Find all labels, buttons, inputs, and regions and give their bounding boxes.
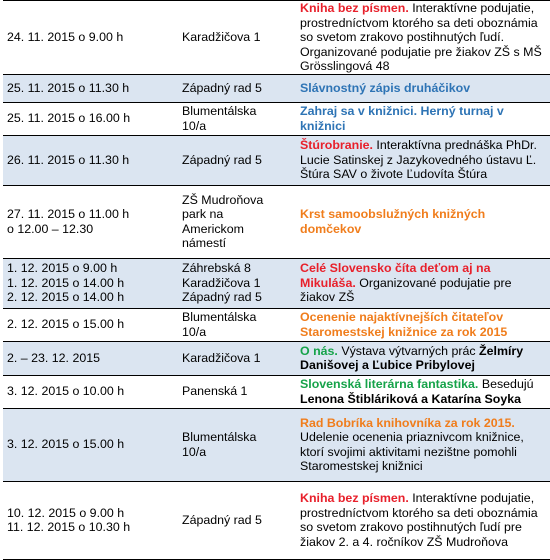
event-description-cell bbox=[296, 185, 550, 258]
event-description-line bbox=[300, 310, 550, 325]
event-title: Kniha bez písmen. bbox=[300, 491, 409, 505]
event-description-line bbox=[300, 119, 550, 134]
event-place: park na bbox=[182, 207, 224, 221]
event-description-cell bbox=[296, 258, 550, 308]
event-place: Západný rad 5 bbox=[182, 512, 262, 527]
event-place: Karadžičova 1 bbox=[182, 275, 261, 290]
event-row bbox=[3, 375, 550, 408]
event-description-text: Organizované podujatie pre žiakov ZŠ s MŠ bbox=[300, 44, 542, 59]
event-date: 11. 12. 2015 o 10.30 h bbox=[7, 520, 131, 534]
event-title: Zahraj sa v knižnici. Herný turnaj v bbox=[300, 104, 504, 118]
event-date: 2. 12. 2015 o 14.00 h bbox=[7, 290, 125, 305]
event-date: 25. 11. 2015 o 16.00 h bbox=[7, 111, 131, 126]
event-place: Blumentálska bbox=[182, 430, 257, 444]
event-title: Celé Slovensko číta deťom aj na bbox=[300, 261, 491, 276]
event-row bbox=[3, 341, 550, 375]
event-date-cell bbox=[3, 1, 178, 75]
event-description-text: Interaktívna prednáška PhDr. bbox=[372, 138, 537, 153]
event-place: Americkom bbox=[182, 221, 244, 236]
event-description-line bbox=[300, 535, 550, 550]
event-place: Blumentálska bbox=[182, 310, 257, 324]
event-description-cell bbox=[296, 481, 550, 559]
event-description-line bbox=[300, 491, 550, 506]
event-date-cell bbox=[3, 185, 178, 258]
event-description-line bbox=[300, 358, 550, 373]
event-place-cell bbox=[178, 102, 296, 135]
event-description-cell bbox=[296, 102, 550, 135]
event-date: 3. 12. 2015 o 15.00 h bbox=[7, 437, 125, 452]
event-title: Krst samoobslužných knižných bbox=[300, 207, 486, 221]
event-description-line bbox=[300, 276, 550, 291]
event-date-cell bbox=[3, 375, 178, 408]
event-description-cell bbox=[296, 375, 550, 408]
event-date-cell bbox=[3, 308, 178, 341]
event-description-text: žiakov ZŠ bbox=[300, 290, 355, 305]
event-description-cell bbox=[296, 308, 550, 341]
event-place: 10/a bbox=[182, 118, 207, 133]
event-date-cell bbox=[3, 408, 178, 481]
event-title: Želmíry bbox=[479, 343, 524, 358]
event-description-line bbox=[300, 290, 550, 305]
event-description-line bbox=[300, 344, 550, 359]
event-description-text: Výstava výtvarných prác bbox=[337, 343, 480, 358]
event-place: Karadžičova 1 bbox=[182, 350, 261, 365]
event-description-line bbox=[300, 45, 550, 60]
event-title: Lenona Štibláriková a Katarína Soyka bbox=[300, 391, 522, 406]
event-description-line bbox=[300, 520, 550, 535]
event-place-cell bbox=[178, 185, 296, 258]
event-description-line bbox=[300, 416, 550, 431]
event-description-text: Interaktívne podujatie, bbox=[408, 1, 535, 15]
event-place: Západný rad 5 bbox=[182, 80, 262, 95]
event-description-line bbox=[300, 325, 550, 340]
event-date-cell bbox=[3, 341, 178, 375]
event-description-text: so svetom zrakovo postihnutých ľudí pre bbox=[300, 520, 522, 534]
event-place-cell bbox=[178, 1, 296, 75]
event-description-line bbox=[300, 104, 550, 119]
event-description-line bbox=[300, 81, 550, 96]
event-description-line bbox=[300, 1, 550, 16]
event-title: Slávnostný zápis druháčikov bbox=[300, 80, 471, 95]
event-place: Záhrebská 8 bbox=[182, 261, 251, 276]
event-place-cell bbox=[178, 308, 296, 341]
event-description-cell bbox=[296, 74, 550, 102]
event-date: 2. 12. 2015 o 15.00 h bbox=[7, 317, 125, 332]
event-description-line bbox=[300, 445, 550, 460]
event-place: Karadžičova 1 bbox=[182, 30, 261, 44]
event-description-line bbox=[300, 222, 550, 237]
event-date: 1. 12. 2015 o 14.00 h bbox=[7, 275, 125, 290]
event-place-cell bbox=[178, 341, 296, 375]
event-title: Danišovej a Ľubice Pribylovej bbox=[300, 358, 475, 372]
event-place: Západný rad 5 bbox=[182, 152, 262, 167]
event-title: domčekov bbox=[300, 221, 362, 236]
event-date: 1. 12. 2015 o 9.00 h bbox=[7, 261, 118, 276]
event-description-line bbox=[300, 30, 550, 45]
event-place: 10/a bbox=[182, 444, 207, 459]
event-row bbox=[3, 308, 550, 341]
event-date-cell bbox=[3, 258, 178, 308]
event-title: O nás. bbox=[300, 343, 338, 358]
event-title: Ocenenie najaktívnejších čitateľov bbox=[300, 310, 504, 324]
event-place: Západný rad 5 bbox=[182, 290, 262, 305]
event-date-cell bbox=[3, 135, 178, 185]
event-row bbox=[3, 1, 550, 75]
event-place: Panenská 1 bbox=[182, 384, 248, 399]
event-row bbox=[3, 102, 550, 135]
event-date: 25. 11. 2015 o 11.30 h bbox=[7, 80, 130, 95]
event-place-cell bbox=[178, 74, 296, 102]
event-date: 10. 12. 2015 o 9.00 h bbox=[7, 505, 125, 520]
event-description-text: Besedujú bbox=[478, 377, 534, 391]
event-description-text: Grösslingová 48 bbox=[300, 59, 390, 73]
event-place-cell bbox=[178, 481, 296, 559]
event-description-text: Štúra SAV o živote Ľudovíta Štúra bbox=[300, 167, 488, 182]
event-row bbox=[3, 135, 550, 185]
event-place: Blumentálska bbox=[182, 104, 257, 118]
event-description-text: Organizované podujatie pre bbox=[355, 275, 512, 290]
event-row bbox=[3, 408, 550, 481]
event-description-text: prostredníctvom ktorého sa deti oboznámia bbox=[300, 505, 538, 520]
event-description-text: Interaktívne podujatie, bbox=[408, 491, 535, 505]
event-place-cell bbox=[178, 135, 296, 185]
event-title: Staromestskej knižnice za rok 2015 bbox=[300, 324, 508, 339]
event-place: ZŠ Mudroňova bbox=[182, 192, 264, 207]
event-description-line bbox=[300, 377, 550, 392]
event-title: Kniha bez písmen. bbox=[300, 1, 409, 15]
event-row bbox=[3, 481, 550, 559]
event-description-text: Udelenie ocenenia priaznivcom knižnice, bbox=[300, 430, 524, 444]
event-date-cell bbox=[3, 74, 178, 102]
event-description-text: Lucie Satinskej z Jazykovedného ústavu Ľ. bbox=[300, 152, 537, 167]
event-description-line bbox=[300, 207, 550, 222]
event-description-text: ktorí svojimi aktivitami nezištne pomohli bbox=[300, 444, 517, 459]
event-description-text: prostredníctvom ktorého sa deti oboznámia bbox=[300, 15, 538, 30]
event-description-line bbox=[300, 430, 550, 445]
event-description-cell bbox=[296, 341, 550, 375]
event-description-line bbox=[300, 16, 550, 31]
event-place: námestí bbox=[182, 236, 227, 250]
event-title: knižnici bbox=[300, 118, 346, 133]
event-title: Slovenská literárna fantastika. bbox=[300, 377, 479, 391]
event-row bbox=[3, 185, 550, 258]
event-title: Rad Bobríka knihovníka za rok 2015. bbox=[300, 415, 515, 430]
event-description-line bbox=[300, 392, 550, 407]
event-description-text: so svetom zrakovo postihnutých ľudí. bbox=[300, 30, 505, 44]
event-date: 27. 11. 2015 o 11.00 h bbox=[7, 207, 130, 221]
event-title: Mikuláša. bbox=[300, 275, 356, 290]
event-description-text: Staromestskej knižnici bbox=[300, 459, 423, 473]
events-table-body bbox=[3, 1, 550, 560]
event-place: 10/a bbox=[182, 324, 207, 339]
event-date: 2. – 23. 12. 2015 bbox=[7, 350, 101, 365]
event-date: o 12.00 – 12.30 bbox=[7, 221, 94, 236]
event-description-line bbox=[300, 261, 550, 276]
event-row bbox=[3, 74, 550, 102]
event-description-line bbox=[300, 167, 550, 182]
event-description-cell bbox=[296, 408, 550, 481]
event-description-cell bbox=[296, 1, 550, 75]
event-place-cell bbox=[178, 258, 296, 308]
event-description-cell bbox=[296, 135, 550, 185]
event-place-cell bbox=[178, 375, 296, 408]
event-date: 26. 11. 2015 o 11.30 h bbox=[7, 152, 130, 167]
event-description-line bbox=[300, 138, 550, 153]
event-date: 24. 11. 2015 o 9.00 h bbox=[7, 30, 124, 44]
event-date-cell bbox=[3, 481, 178, 559]
events-table bbox=[3, 0, 550, 560]
event-place-cell bbox=[178, 408, 296, 481]
event-description-text: žiakov 2. a 4. ročníkov ZŠ Mudroňova bbox=[300, 534, 508, 549]
event-description-line bbox=[300, 59, 550, 74]
event-description-line bbox=[300, 459, 550, 474]
event-description-line bbox=[300, 506, 550, 521]
event-row bbox=[3, 258, 550, 308]
event-description-line bbox=[300, 153, 550, 168]
event-date: 3. 12. 2015 o 10.00 h bbox=[7, 384, 125, 399]
event-title: Štúrobranie. bbox=[300, 138, 373, 153]
event-date-cell bbox=[3, 102, 178, 135]
